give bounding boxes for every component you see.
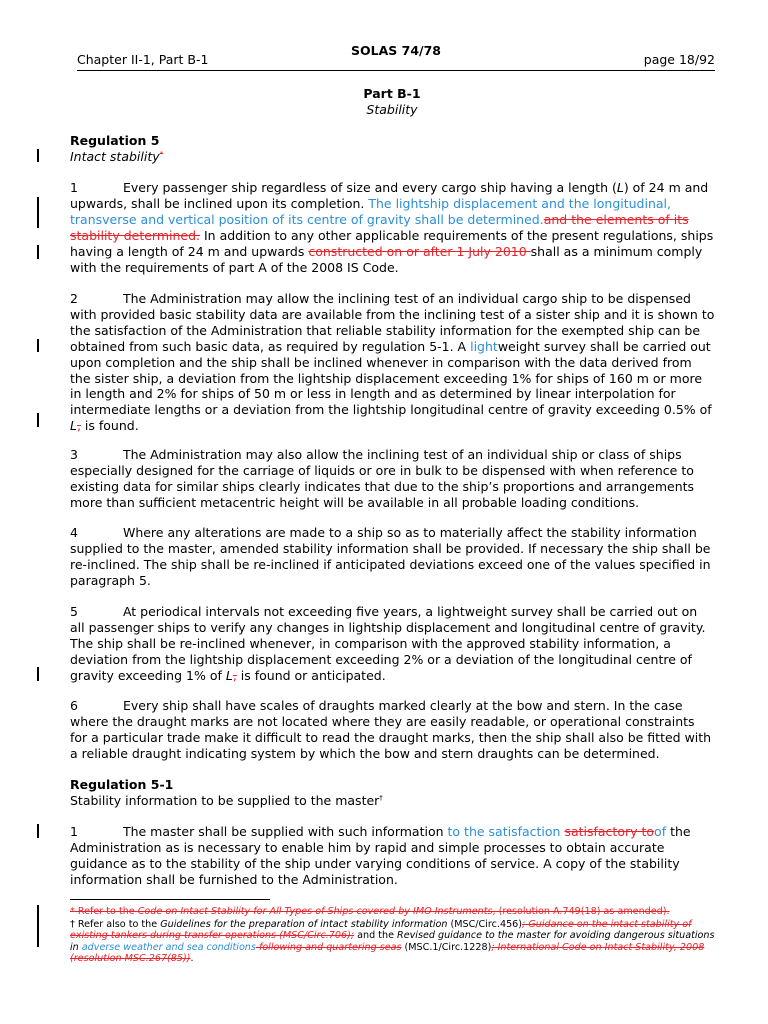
deleted-text: constructed on or after 1 July 2010	[308, 243, 531, 259]
inserted-text: to the satisfaction	[447, 824, 565, 839]
deleted-text: ,	[76, 418, 81, 434]
regulation-5-1-subtitle	[70, 793, 715, 809]
change-bar	[37, 149, 39, 162]
inserted-text: The lightship displacement and the longitudinal, transverse and vertical position of its centre of gravity shall be determined.	[70, 195, 671, 227]
paragraph-number: 1	[70, 180, 78, 195]
deleted-text: following and quartering seas	[255, 941, 402, 953]
paragraph-number: 1	[70, 824, 78, 839]
regulation-5-paragraph-5: 5 At periodical intervals not exceeding five years, a lightweight survey shall be carried out on all passenger ships to verify any changes in lightship displacement and longitudinal centre of gravity. The ship shall be re-inclined whenever, in comparison with the approved stability information, a deviation from the lightship displacement exceeding 2% or a deviation of the longitudinal centre of gravity exceeding 1% of L, is found or anticipated.	[70, 604, 706, 683]
change-bar	[37, 905, 39, 947]
deleted-text: ; Guidance on the intact stability of existing tankers during transfer operations (MSC/Circ.706);	[70, 919, 692, 942]
change-bar	[37, 197, 39, 228]
change-bar	[37, 413, 39, 427]
change-bar	[37, 245, 39, 259]
header-page-number: page 18/92	[643, 52, 715, 67]
deleted-text: and the elements of its stability determined.	[70, 211, 689, 243]
regulation-5-1-paragraph-1: 1 The master shall be supplied with such information to the satisfaction satisfactory toof the Administration as is necessary to enable him by rapid and simple processes to obtain accurate guidance as to the stability of the ship under varying conditions of service. A copy of the stability information shall be furnished to the Administration.	[70, 824, 691, 887]
regulation-5-paragraph-2: 2 The Administration may allow the inclining test of an individual cargo ship to be dispensed with provided basic stability data are available from the inclining test of a sister ship and it is shown to the satisfaction of the Administration that reliable stability information for the exempted ship can be obtained from such basic data, as required by regulation 5-1. A lightweight survey shall be carried out upon completion and the ship shall be inclined whenever in comparison with the data derived from the sister ship, a deviation from the lightship displacement exceeding 1% for ships of 160 m or more in length and 2% for ships of 50 m or less in length and as determined by linear interpolation for intermediate lengths or a deviation from the lightship longitudinal centre of gravity exceeding 0.5% of L, is found.	[70, 291, 715, 434]
page-header	[77, 40, 715, 71]
change-bar	[37, 339, 39, 352]
footnote-2: † Refer also to the Guidelines for the preparation of intact stability information (MSC/Circ.456); Guidance on the intact stability of existing tankers during transfer operations (MSC/Circ.706); and the Revised guidance to the master for avoiding dangerous situations in adverse weather and sea conditions following and quartering seas (MSC.1/Circ.1228); International Code on Intact Stability, 2008 (resolution MSC.267(85)).	[70, 919, 715, 965]
part-subtitle: Stability	[366, 102, 418, 117]
paragraph-number: 5	[70, 604, 78, 619]
footnote-ref-1: *	[159, 149, 164, 158]
regulation-5-1-title: Regulation 5-1	[70, 777, 174, 792]
inserted-text: of	[654, 824, 667, 839]
paragraph-number: 2	[70, 291, 78, 306]
regulation-5-paragraph-6: 6 Every ship shall have scales of draughts marked clearly at the bow and stern. In the case where the draught marks are not located where they are easily readable, or operational constraints for a particular trade make it difficult to read the draught marks, then the ship shall also be fitted with a reliable draught indicating system by which the bow and stern draughts can be determined.	[70, 698, 712, 761]
paragraph-number: 3	[70, 447, 78, 462]
regulation-5-paragraph-4: 4 Where any alterations are made to a ship so as to materially affect the stability information supplied to the master, amended stability information shall be provided. If necessary the ship shall be re-inclined. The ship shall be re-inclined if anticipated deviations exceed one of the values specified in paragraph 5.	[70, 525, 711, 588]
paragraph-number: 4	[70, 525, 78, 540]
inserted-text: adverse weather and sea conditions	[81, 941, 256, 953]
inserted-text: light	[470, 338, 498, 354]
regulation-5-paragraph-3: 3 The Administration may also allow the inclining test of an individual ship or class of ships especially designed for the carriage of liquids or ore in bulk to be dispensed with when reference to existing data for similar ships clearly indicates that due to the ship’s proportions and arrangements more than sufficient metacentric height will be available in all probable loading conditions.	[70, 447, 695, 510]
footnote-1: * Refer to the Code on Intact Stability for All Types of Ships covered by IMO Instruments, (resolution A.749(18) as amended).	[70, 906, 670, 917]
deleted-text: ,	[232, 667, 237, 683]
header-chapter: Chapter II-1, Part B-1	[77, 52, 209, 67]
paragraph-number: 6	[70, 698, 78, 713]
regulation-5-subtitle-text: Intact stability	[70, 149, 160, 164]
regulation-5-subtitle	[70, 149, 715, 165]
part-title: Part B-1	[363, 86, 421, 101]
deleted-text: satisfactory to	[564, 824, 655, 839]
regulation-5-paragraph-1: 1 Every passenger ship regardless of size and every cargo ship having a length (L) of 24 m and upwards, shall be inclined upon its completion. The lightship displacement and the longitudinal, transverse and vertical position of its centre of gravity shall be determined.and the elements of its stability determined. In addition to any other applicable requirements of the present regulations, ships having a length of 24 m and upwards constructed on or after 1 July 2010 shall as a minimum comply with the requirements of part A of the 2008 IS Code.	[70, 180, 714, 275]
header-document-title: SOLAS 74/78	[351, 43, 441, 58]
footnote-separator	[70, 899, 270, 900]
change-bar	[37, 824, 39, 838]
change-bar	[37, 667, 39, 681]
regulation-5-title: Regulation 5	[70, 133, 160, 148]
footnote-ref-2: †	[379, 793, 383, 802]
deleted-text: ; International Code on Intact Stability, 2008 (resolution MSC.267(85))	[70, 941, 705, 965]
regulation-5-1-subtitle-text: Stability information to be supplied to the master	[70, 793, 380, 808]
